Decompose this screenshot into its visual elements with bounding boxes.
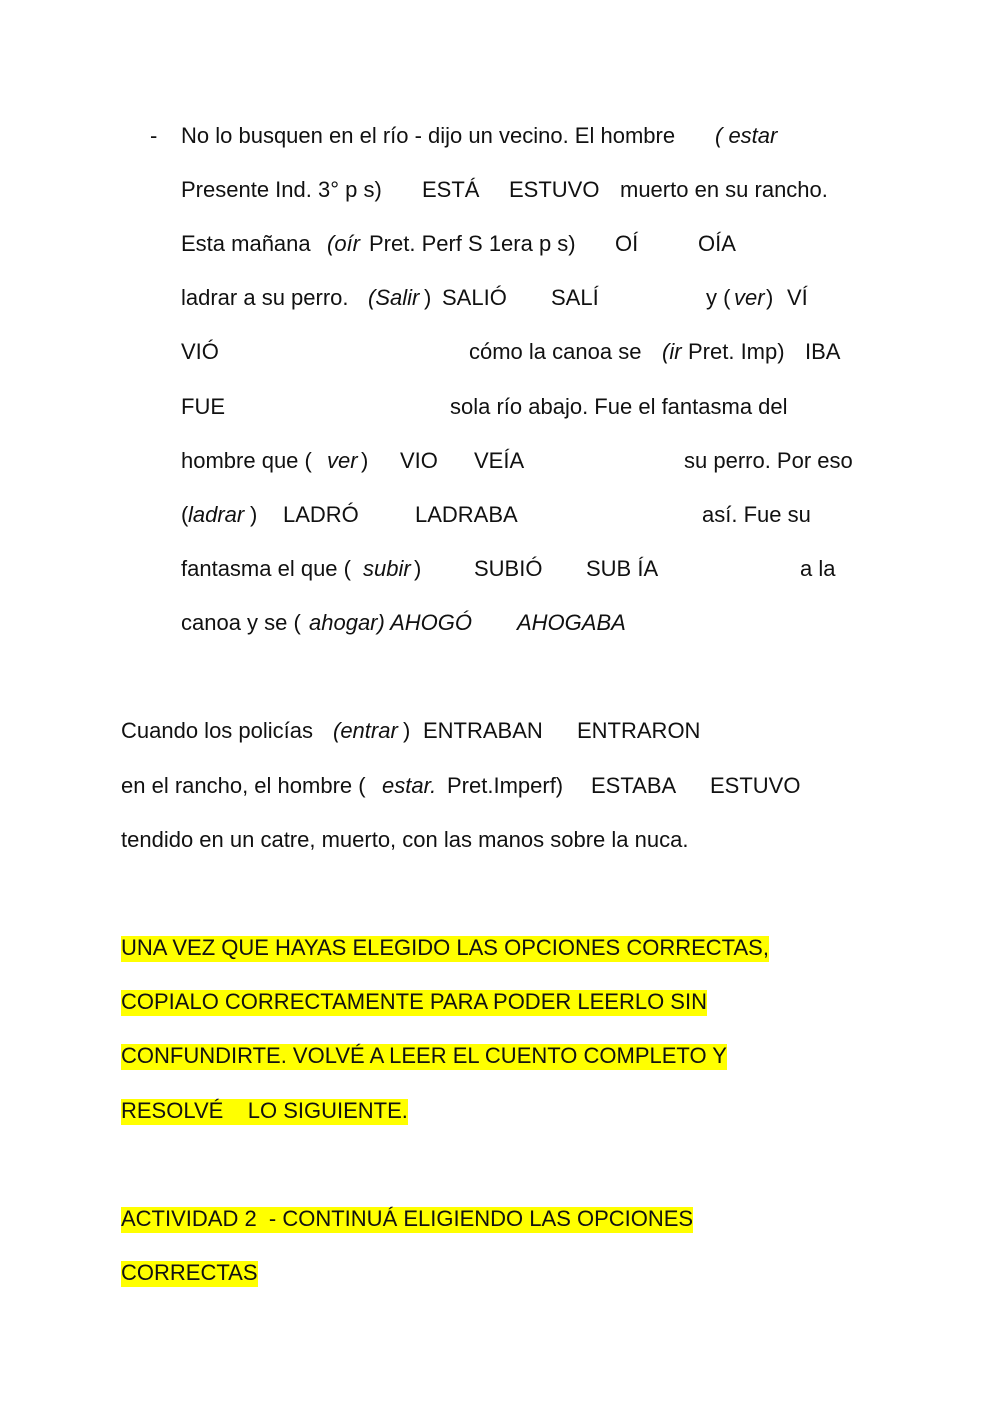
story-text: sola río abajo. Fue el fantasma del <box>450 394 788 419</box>
story-text: Pret.Imperf) <box>447 773 564 798</box>
instruction-line: UNA VEZ QUE HAYAS ELEGIDO LAS OPCIONES CORRECTAS, <box>121 935 769 960</box>
dialogue-dash: - <box>150 123 158 148</box>
story-text: fantasma el que ( <box>181 556 351 581</box>
answer-option[interactable]: OÍ <box>615 231 639 256</box>
answer-option[interactable]: VEÍA <box>474 448 525 473</box>
story-text: Esta mañana <box>181 231 311 256</box>
story-text: a la <box>800 556 836 581</box>
answer-option[interactable]: ahogar) AHOGÓ <box>309 610 473 635</box>
verb-hint: estar. <box>382 773 437 798</box>
story-text: ) <box>414 556 422 581</box>
answer-option[interactable]: ESTABA <box>591 773 677 798</box>
story-text: ) <box>403 718 411 743</box>
verb-hint: (Salir <box>368 285 420 310</box>
answer-option[interactable]: FUE <box>181 394 225 419</box>
verb-hint: (oír <box>327 231 360 256</box>
story-text: canoa y se ( <box>181 610 301 635</box>
answer-option[interactable]: ENTRABAN <box>423 718 543 743</box>
story-text: tendido en un catre, muerto, con las manos sobre la nuca. <box>121 827 689 852</box>
story-text: muerto en su rancho. <box>620 177 828 202</box>
story-text: ladrar a su perro. <box>181 285 349 310</box>
verb-hint: ver <box>734 285 765 310</box>
answer-option[interactable]: VIÓ <box>181 339 219 364</box>
story-text: en el rancho, el hombre ( <box>121 773 366 798</box>
story-text: No lo busquen en el río - dijo un vecino. El hombre <box>181 123 676 148</box>
instruction-line: COPIALO CORRECTAMENTE PARA PODER LEERLO SIN <box>121 989 707 1014</box>
answer-option[interactable]: LADRABA <box>415 502 518 527</box>
story-text: ) <box>424 285 432 310</box>
story-text: cómo la canoa se <box>469 339 642 364</box>
activity-heading: ACTIVIDAD 2 - CONTINUÁ ELIGIENDO LAS OPCIONES <box>121 1206 694 1231</box>
story-text: hombre que ( <box>181 448 312 473</box>
answer-option[interactable]: LADRÓ <box>283 502 359 527</box>
story-text: y ( <box>706 285 731 310</box>
verb-hint: (entrar <box>333 718 398 743</box>
story-text: Presente Ind. 3° p s) <box>181 177 382 202</box>
answer-option[interactable]: IBA <box>805 339 841 364</box>
activity-heading: CORRECTAS <box>121 1260 258 1285</box>
story-text: Pret. Perf S 1era p s) <box>369 231 576 256</box>
answer-option[interactable]: ESTÁ <box>422 177 480 202</box>
answer-option[interactable]: OÍA <box>698 231 736 256</box>
story-text: ) <box>361 448 369 473</box>
answer-option[interactable]: ENTRARON <box>577 718 701 743</box>
verb-hint: ( estar <box>715 123 778 148</box>
story-text: ( <box>181 502 189 527</box>
answer-option[interactable]: SUBIÓ <box>474 556 543 581</box>
story-text: Pret. Imp) <box>688 339 785 364</box>
answer-option[interactable]: VÍ <box>787 285 808 310</box>
instruction-line: RESOLVÉ LO SIGUIENTE. <box>121 1098 408 1123</box>
verb-hint: ladrar <box>188 502 245 527</box>
answer-option[interactable]: SALIÓ <box>442 285 507 310</box>
answer-option[interactable]: VIO <box>400 448 438 473</box>
story-text: Cuando los policías <box>121 718 314 743</box>
story-text: ) <box>250 502 258 527</box>
answer-option[interactable]: SALÍ <box>551 285 599 310</box>
instruction-line: CONFUNDIRTE. VOLVÉ A LEER EL CUENTO COMPLETO Y <box>121 1043 727 1068</box>
answer-option[interactable]: SUB ÍA <box>586 556 659 581</box>
verb-hint: subir <box>363 556 411 581</box>
verb-hint: (ir <box>662 339 682 364</box>
answer-option[interactable]: ESTUVO <box>710 773 801 798</box>
answer-option[interactable]: AHOGABA <box>517 610 626 635</box>
answer-option[interactable]: ESTUVO <box>509 177 600 202</box>
story-text: ) <box>766 285 774 310</box>
verb-hint: ver <box>327 448 358 473</box>
story-text: así. Fue su <box>702 502 811 527</box>
story-text: su perro. Por eso <box>684 448 853 473</box>
